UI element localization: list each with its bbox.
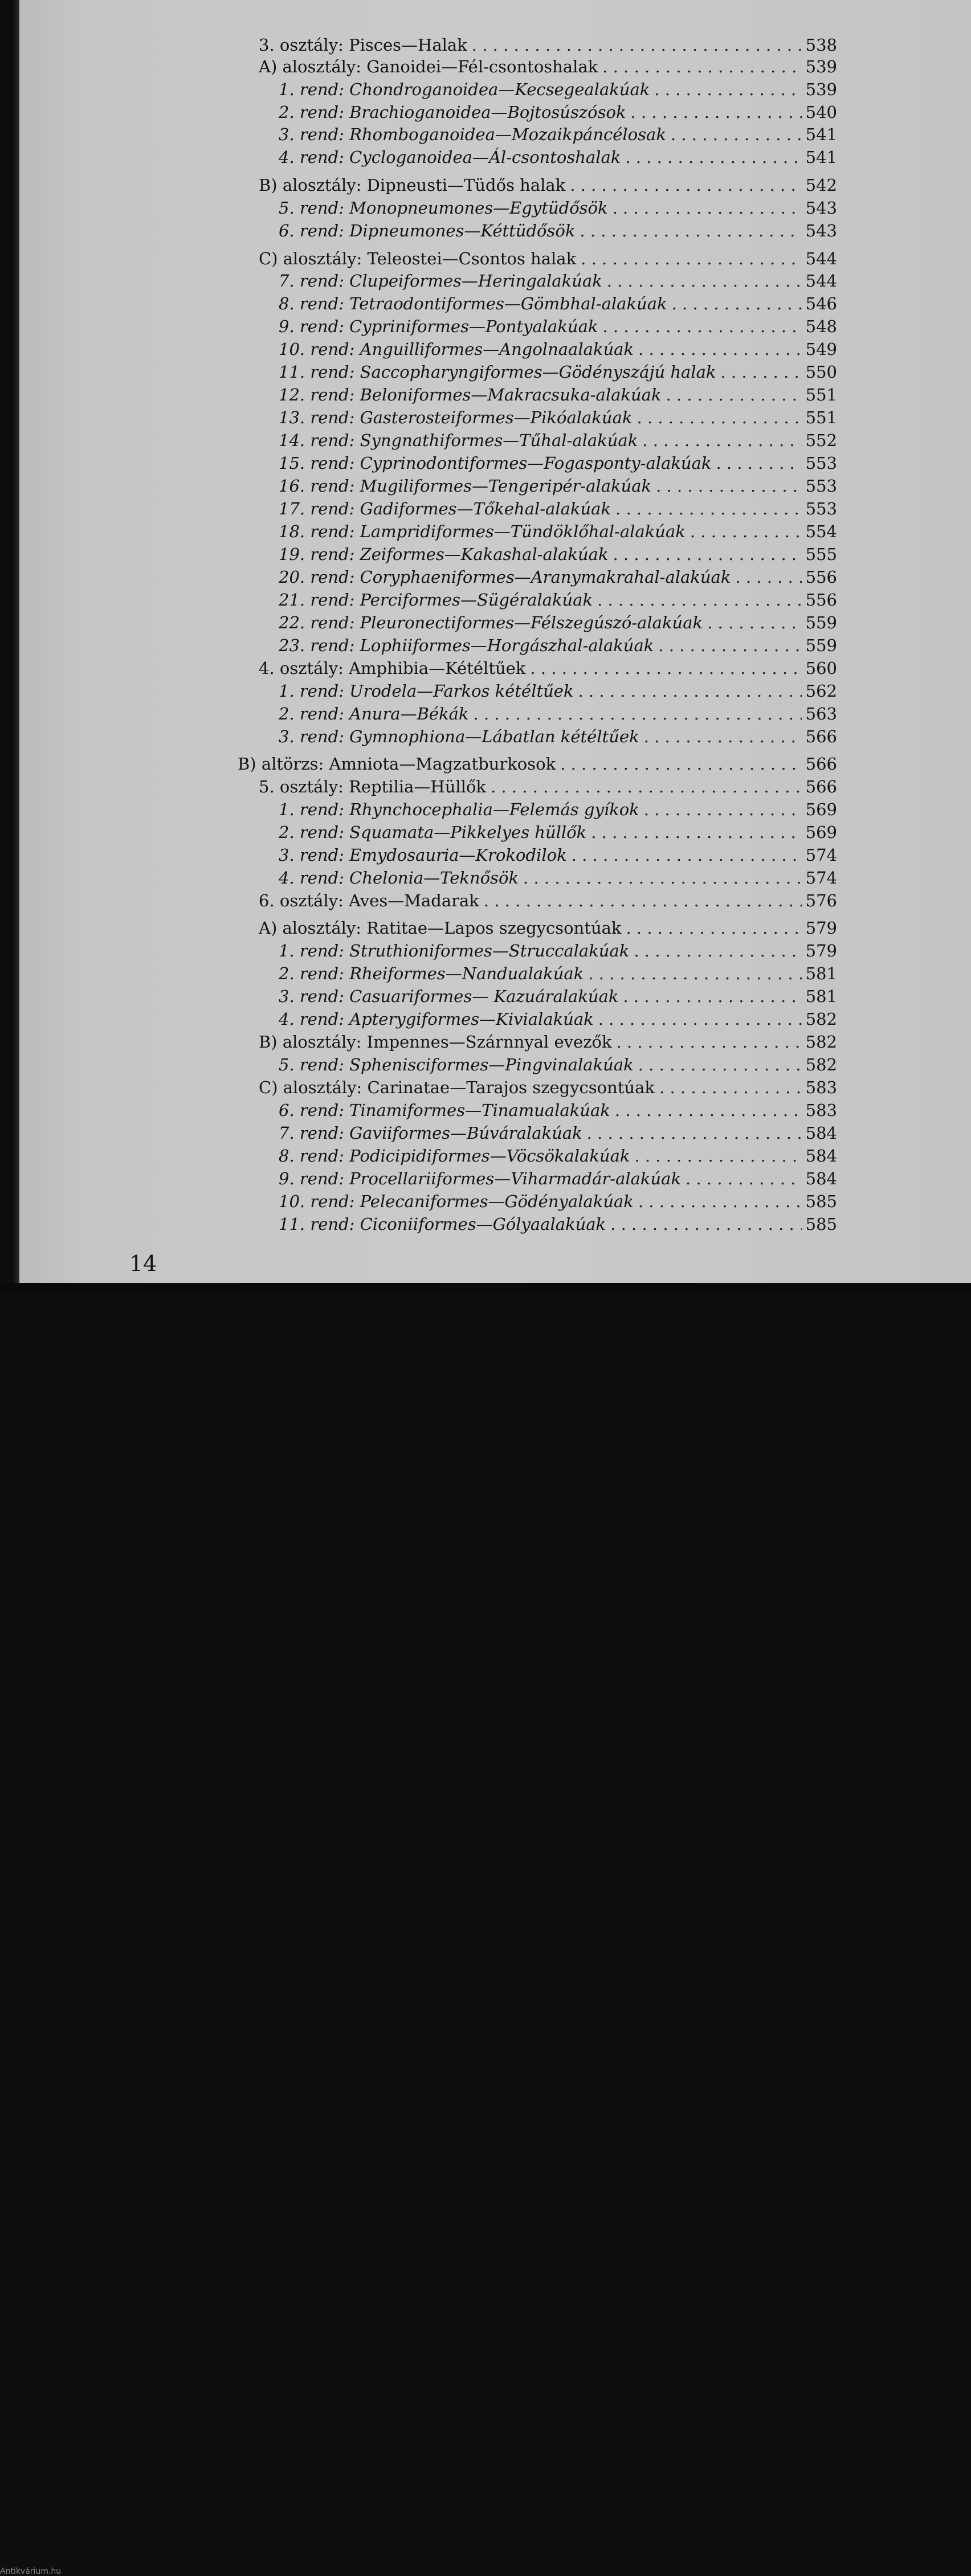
- toc-entry: [279, 631, 837, 654]
- toc-entry-label: rend: Lampridiformes—Tündöklőhal-alakúak: [310, 522, 686, 541]
- toc-entry-label: rend: Apterygiformes—Kivialakúak: [299, 1009, 594, 1029]
- toc-entry-page: 548: [805, 317, 837, 336]
- toc-leader-dots: [638, 1057, 802, 1073]
- toc-entry-label: rend: Brachioganoidea—Bojtosúszósok: [299, 103, 626, 122]
- toc-entry: [279, 194, 837, 216]
- toc-entry: [279, 982, 837, 1005]
- toc-entry-number: 8.: [279, 294, 295, 313]
- toc-leader-dots: [637, 410, 802, 426]
- toc-entry-label: alosztály: Ratitae—Lapos szegycsontúak: [282, 918, 622, 938]
- toc-leader-dots: [598, 1011, 802, 1028]
- toc-leader-dots: [631, 104, 802, 121]
- toc-entry: [279, 449, 837, 472]
- toc-entry: [279, 700, 837, 722]
- toc-entry-number: A): [259, 918, 278, 938]
- toc-entry: [259, 1028, 837, 1050]
- toc-entry-number: 3.: [279, 987, 295, 1006]
- toc-entry-number: 4.: [279, 868, 295, 888]
- watermark: Antikvárium.hu: [0, 2567, 62, 2576]
- toc-entry: [259, 244, 837, 267]
- toc-leader-dots: [638, 341, 802, 358]
- toc-entry: [279, 98, 837, 121]
- toc-entry-label: rend: Mugiliformes—Tengeripér-alakúak: [310, 476, 652, 496]
- toc-leader-dots: [613, 546, 802, 563]
- toc-leader-dots: [615, 501, 802, 517]
- toc-entry: [279, 677, 837, 700]
- toc-entry: [279, 1119, 837, 1142]
- toc-leader-dots: [654, 81, 802, 98]
- toc-entry-page: 544: [805, 249, 837, 268]
- toc-entry: [279, 358, 837, 381]
- toc-entry: [259, 31, 837, 54]
- toc-entry-label: rend: Lophiiformes—Horgászhal-alakúak: [310, 636, 654, 655]
- toc-entry-number: 8.: [279, 1146, 295, 1166]
- toc-leader-dots: [587, 1125, 802, 1142]
- toc-leader-dots: [591, 824, 802, 841]
- toc-entry-label: rend: Procellariiformes—Viharmadár-alakúak: [299, 1169, 682, 1188]
- toc-entry-page: 584: [805, 1169, 837, 1188]
- toc-entry-page: 543: [805, 221, 837, 240]
- toc-entry-label: rend: Sphenisciformes—Pingvinalakúak: [299, 1055, 634, 1074]
- toc-entry-page: 541: [805, 125, 837, 144]
- page-number: 14: [129, 1251, 157, 1276]
- toc-leader-dots: [644, 802, 802, 818]
- toc-leader-dots: [617, 1034, 802, 1050]
- toc-entry-number: 20.: [279, 567, 305, 587]
- toc-entry-page: 541: [805, 148, 837, 167]
- toc-entry-page: 576: [805, 891, 837, 910]
- toc-leader-dots: [634, 1148, 802, 1164]
- toc-entry: [279, 517, 837, 540]
- toc-leader-dots: [607, 273, 802, 289]
- toc-leader-dots: [578, 683, 802, 700]
- toc-entry: [259, 772, 837, 795]
- toc-entry: [279, 1050, 837, 1073]
- toc-entry-page: 546: [805, 294, 837, 313]
- toc-entry-label: rend: Pleuronectiformes—Félszegúszó-alakúak: [310, 613, 703, 632]
- toc-leader-dots: [720, 364, 802, 381]
- toc-entry: [279, 608, 837, 631]
- toc-leader-dots: [581, 251, 802, 267]
- toc-entry-page: 569: [805, 823, 837, 842]
- toc-entry: [279, 1164, 837, 1187]
- toc-leader-dots: [602, 59, 802, 75]
- toc-leader-dots: [570, 177, 802, 194]
- toc-entry-label: alosztály: Teleostei—Csontos halak: [283, 249, 577, 268]
- toc-entry: [279, 216, 837, 239]
- toc-entry-label: rend: Cyprinodontiformes—Fogasponty-alakúak: [310, 453, 712, 473]
- toc-entry-label: osztály: Pisces—Halak: [279, 35, 467, 55]
- toc-leader-dots: [656, 478, 802, 494]
- toc-entry-number: 4.: [259, 659, 275, 678]
- toc-leader-dots: [666, 387, 802, 403]
- toc-entry-page: 556: [805, 590, 837, 610]
- toc-leader-dots: [638, 1193, 802, 1210]
- toc-entry-label: osztály: Aves—Madarak: [279, 891, 479, 910]
- toc-entry: [279, 937, 837, 959]
- toc-entry-number: C): [259, 1078, 278, 1097]
- toc-entry-number: 2.: [279, 704, 295, 723]
- toc-leader-dots: [613, 200, 802, 216]
- toc-entry-label: rend: Emydosauria—Krokodilok: [299, 845, 567, 865]
- toc-entry-label: alosztály: Dipneusti—Tüdős halak: [282, 175, 566, 195]
- toc-entry-number: 5.: [279, 1055, 295, 1074]
- toc-entry-page: 581: [805, 987, 837, 1006]
- toc-entry: [279, 864, 837, 886]
- toc-leader-dots: [472, 37, 802, 54]
- toc-entry: [279, 381, 837, 403]
- toc-leader-dots: [484, 893, 802, 909]
- toc-entry-number: 3.: [279, 125, 295, 144]
- toc-entry-page: 551: [805, 408, 837, 427]
- toc-leader-dots: [686, 1171, 802, 1187]
- toc-entry: [259, 171, 837, 194]
- toc-entry: [279, 120, 837, 143]
- toc-leader-dots: [523, 870, 802, 886]
- toc-leader-dots: [623, 988, 802, 1005]
- toc-entry-page: 539: [805, 80, 837, 99]
- toc-entry-label: rend: Ciconiiformes—Gólyaalakúak: [310, 1215, 606, 1234]
- toc-entry: [279, 1096, 837, 1119]
- toc-entry-number: 7.: [279, 271, 295, 291]
- toc-entry: [279, 1005, 837, 1028]
- toc-entry-label: rend: Anguilliformes—Angolnaalakúak: [310, 340, 634, 359]
- toc-entry-label: rend: Tinamiformes—Tinamualakúak: [299, 1101, 610, 1120]
- book-page: [10, 0, 971, 1283]
- toc-entry: [279, 818, 837, 841]
- toc-entry-page: 542: [805, 175, 837, 195]
- toc-entry-number: 11.: [279, 362, 305, 382]
- toc-entry-number: 1.: [279, 941, 295, 960]
- toc-entry-number: 9.: [279, 317, 295, 336]
- toc-entry: [279, 75, 837, 98]
- toc-entry-label: rend: Perciformes—Sügéralakúak: [310, 590, 593, 610]
- toc-entry-number: 10.: [279, 1192, 305, 1211]
- toc-entry: [279, 563, 837, 586]
- toc-entry-page: 579: [805, 918, 837, 938]
- toc-entry-label: rend: Clupeiformes—Heringalakúak: [299, 271, 602, 291]
- toc-entry-number: 2.: [279, 823, 295, 842]
- toc-entry-number: 3.: [279, 845, 295, 865]
- toc-entry: [279, 403, 837, 426]
- toc-entry-number: 22.: [279, 613, 305, 632]
- toc-entry-number: 13.: [279, 408, 305, 427]
- toc-leader-dots: [588, 966, 802, 982]
- toc-entry-number: 12.: [279, 385, 305, 404]
- toc-entry-label: rend: Squamata—Pikkelyes hüllők: [299, 823, 587, 842]
- toc-entry-number: 2.: [279, 103, 295, 122]
- toc-entry-page: 579: [805, 941, 837, 960]
- toc-entry-page: 550: [805, 362, 837, 382]
- toc-entry-number: 16.: [279, 476, 305, 496]
- toc-leader-dots: [672, 296, 802, 312]
- toc-entry-label: rend: Gasterosteiformes—Pikóalakúak: [310, 408, 633, 427]
- toc-entry-label: rend: Chelonia—Teknősök: [299, 868, 519, 888]
- toc-entry-number: 7.: [279, 1123, 295, 1143]
- toc-entry: [279, 267, 837, 289]
- toc-entry-label: rend: Gadiformes—Tőkehal-alakúak: [310, 499, 611, 518]
- toc-entry-number: 15.: [279, 453, 305, 473]
- toc-entry: [279, 540, 837, 563]
- toc-leader-dots: [474, 706, 802, 722]
- toc-entry-number: 17.: [279, 499, 305, 518]
- toc-entry-number: 5.: [279, 198, 295, 218]
- toc-entry-page: 551: [805, 385, 837, 404]
- toc-entry-page: 555: [805, 545, 837, 564]
- toc-leader-dots: [707, 615, 802, 631]
- toc-entry-label: rend: Gaviiformes—Búváralakúak: [299, 1123, 582, 1143]
- toc-entry-page: 543: [805, 198, 837, 218]
- toc-entry: [279, 143, 837, 166]
- toc-entry-page: 569: [805, 800, 837, 819]
- toc-entry-number: 1.: [279, 80, 295, 99]
- toc-entry-number: B): [259, 175, 278, 195]
- toc-entry-page: 566: [805, 727, 837, 746]
- toc-entry-page: 583: [805, 1078, 837, 1097]
- toc-entry-label: alosztály: Ganoidei—Fél-csontoshalak: [282, 57, 598, 76]
- toc-entry-label: rend: Cypriniformes—Pontyalakúak: [299, 317, 598, 336]
- toc-entry-page: 549: [805, 340, 837, 359]
- toc-entry-label: rend: Monopneumones—Egytüdősök: [299, 198, 608, 218]
- toc-leader-dots: [530, 660, 802, 677]
- toc-entry-page: 585: [805, 1215, 837, 1234]
- toc-entry-page: 574: [805, 868, 837, 888]
- toc-entry: [279, 312, 837, 335]
- toc-entry: [259, 914, 837, 937]
- toc-entry-page: 559: [805, 613, 837, 632]
- toc-entry-page: 582: [805, 1032, 837, 1052]
- toc-entry-label: rend: Syngnathiformes—Tűhal-alakúak: [310, 431, 638, 450]
- toc-entry-page: 566: [805, 777, 837, 796]
- toc-entry: [259, 52, 837, 75]
- toc-entry-number: 4.: [279, 148, 295, 167]
- toc-entry: [259, 654, 837, 677]
- toc-entry: [279, 795, 837, 818]
- toc-leader-dots: [716, 455, 802, 472]
- toc-entry-page: 552: [805, 431, 837, 450]
- toc-entry-page: 554: [805, 522, 837, 541]
- toc-leader-dots: [658, 637, 802, 654]
- toc-leader-dots: [644, 729, 802, 745]
- toc-entry-label: rend: Rheiformes—Nandualakúak: [299, 964, 584, 983]
- toc-entry-label: rend: Dipneumones—Kéttüdősök: [299, 221, 576, 240]
- toc-entry: [279, 841, 837, 864]
- toc-entry-number: B): [238, 754, 256, 774]
- toc-entry-label: rend: Tetraodontiformes—Gömbhal-alakúak: [299, 294, 667, 313]
- toc-entry-number: 19.: [279, 545, 305, 564]
- toc-leader-dots: [735, 569, 802, 586]
- toc-leader-dots: [615, 1102, 802, 1119]
- toc-entry-page: 574: [805, 845, 837, 865]
- toc-entry-label: rend: Saccopharyngiformes—Gödényszájú halak: [310, 362, 716, 382]
- toc-entry-page: 539: [805, 57, 837, 76]
- toc-entry-page: 581: [805, 964, 837, 983]
- toc-leader-dots: [642, 432, 802, 449]
- toc-entry-label: rend: Struthioniformes—Struccalakúak: [299, 941, 630, 960]
- toc-entry-number: 4.: [279, 1009, 295, 1029]
- toc-entry: [279, 1142, 837, 1164]
- toc-entry-page: 562: [805, 681, 837, 701]
- toc-entry-number: 3.: [279, 727, 295, 746]
- toc-entry-page: 538: [805, 35, 837, 55]
- toc-entry-label: rend: Beloniformes—Makracsuka-alakúak: [310, 385, 662, 404]
- toc-leader-dots: [626, 920, 802, 937]
- toc-entry-page: 553: [805, 499, 837, 518]
- toc-entry-number: 23.: [279, 636, 305, 655]
- toc-leader-dots: [634, 943, 802, 959]
- toc-entry-label: osztály: Amphibia—Kétéltűek: [279, 659, 526, 678]
- toc-entry-page: 582: [805, 1009, 837, 1029]
- toc-entry-label: rend: Podicipidiformes—Vöcsökalakúak: [299, 1146, 630, 1166]
- toc-entry: [279, 494, 837, 517]
- toc-entry-number: 11.: [279, 1215, 305, 1234]
- toc-leader-dots: [580, 223, 802, 239]
- toc-entry-label: rend: Pelecaniformes—Gödényalakúak: [310, 1192, 634, 1211]
- toc-entry-number: 2.: [279, 964, 295, 983]
- toc-entry-label: rend: Casuariformes— Kazuáralakúak: [299, 987, 619, 1006]
- toc-entry: [279, 586, 837, 608]
- toc-entry-page: 553: [805, 476, 837, 496]
- toc-entry-page: 540: [805, 103, 837, 122]
- toc-leader-dots: [572, 847, 802, 864]
- toc-entry: [279, 722, 837, 745]
- toc-entry-page: 582: [805, 1055, 837, 1074]
- toc-entry-label: rend: Coryphaeniformes—Aranymakrahal-alakúak: [310, 567, 731, 587]
- toc-entry-label: alosztály: Impennes—Szárnnyal evezők: [282, 1032, 612, 1052]
- toc-entry-number: 1.: [279, 681, 295, 701]
- footer-bar: [0, 1283, 971, 2576]
- toc-entry-number: A): [259, 57, 278, 76]
- toc-entry-label: alosztály: Carinatae—Tarajos szegycsontúak: [283, 1078, 655, 1097]
- toc-entry-label: rend: Urodela—Farkos kétéltűek: [299, 681, 574, 701]
- toc-entry-number: 14.: [279, 431, 305, 450]
- toc-entry-label: altörzs: Amniota—Magzatburkosok: [261, 754, 556, 774]
- toc-entry-label: osztály: Reptilia—Hüllők: [279, 777, 486, 796]
- toc-entry-page: 559: [805, 636, 837, 655]
- toc-entry-label: rend: Rhynchocephalia—Felemás gyíkok: [299, 800, 639, 819]
- toc-entry-number: 6.: [279, 1101, 295, 1120]
- toc-entry-page: 584: [805, 1146, 837, 1166]
- toc-entry-page: 544: [805, 271, 837, 291]
- toc-entry-page: 563: [805, 704, 837, 723]
- toc-entry-label: rend: Gymnophiona—Lábatlan kétéltűek: [299, 727, 639, 746]
- toc-entry-number: C): [259, 249, 278, 268]
- toc-entry-number: 1.: [279, 800, 295, 819]
- toc-entry: [279, 426, 837, 449]
- toc-leader-dots: [602, 318, 802, 335]
- toc-entry: [279, 289, 837, 312]
- toc-entry-number: B): [259, 1032, 278, 1052]
- toc-entry: [279, 1187, 837, 1210]
- toc-entry-number: 5.: [259, 777, 275, 796]
- toc-leader-dots: [659, 1080, 802, 1096]
- toc-entry-number: 9.: [279, 1169, 295, 1188]
- toc-entry-page: 584: [805, 1123, 837, 1143]
- toc-leader-dots: [560, 756, 802, 772]
- toc-entry-page: 553: [805, 453, 837, 473]
- toc-entry-page: 566: [805, 754, 837, 774]
- toc-leader-dots: [491, 779, 802, 795]
- toc-leader-dots: [690, 524, 802, 540]
- toc-entry: [279, 335, 837, 358]
- toc-entry-number: 6.: [259, 891, 275, 910]
- toc-entry: [259, 1073, 837, 1096]
- toc-entry-label: rend: Chondroganoidea—Kecsegealakúak: [299, 80, 650, 99]
- toc-entry-page: 583: [805, 1101, 837, 1120]
- toc-entry-number: 10.: [279, 340, 305, 359]
- toc-entry-page: 585: [805, 1192, 837, 1211]
- toc-entry: [238, 750, 837, 772]
- toc-entry-label: rend: Anura—Békák: [299, 704, 469, 723]
- toc-entry-page: 556: [805, 567, 837, 587]
- toc-entry-number: 21.: [279, 590, 305, 610]
- toc-leader-dots: [671, 126, 802, 143]
- toc-entry-label: rend: Rhomboganoidea—Mozaikpáncélosak: [299, 125, 666, 144]
- toc-entry: [279, 959, 837, 982]
- toc-entry-number: 18.: [279, 522, 305, 541]
- toc-entry-label: rend: Cycloganoidea—Ál-csontoshalak: [299, 148, 621, 167]
- toc-leader-dots: [597, 592, 802, 608]
- toc-entry: [279, 472, 837, 494]
- toc-entry-number: 3.: [259, 35, 275, 55]
- toc-entry: [279, 1210, 837, 1233]
- toc-leader-dots: [625, 149, 802, 166]
- toc-leader-dots: [610, 1216, 802, 1233]
- toc-entry: [259, 886, 837, 909]
- toc-entry-label: rend: Zeiformes—Kakashal-alakúak: [310, 545, 609, 564]
- book-spine-shadow: [10, 0, 19, 1283]
- toc-entry-page: 560: [805, 659, 837, 678]
- toc-entry-number: 6.: [279, 221, 295, 240]
